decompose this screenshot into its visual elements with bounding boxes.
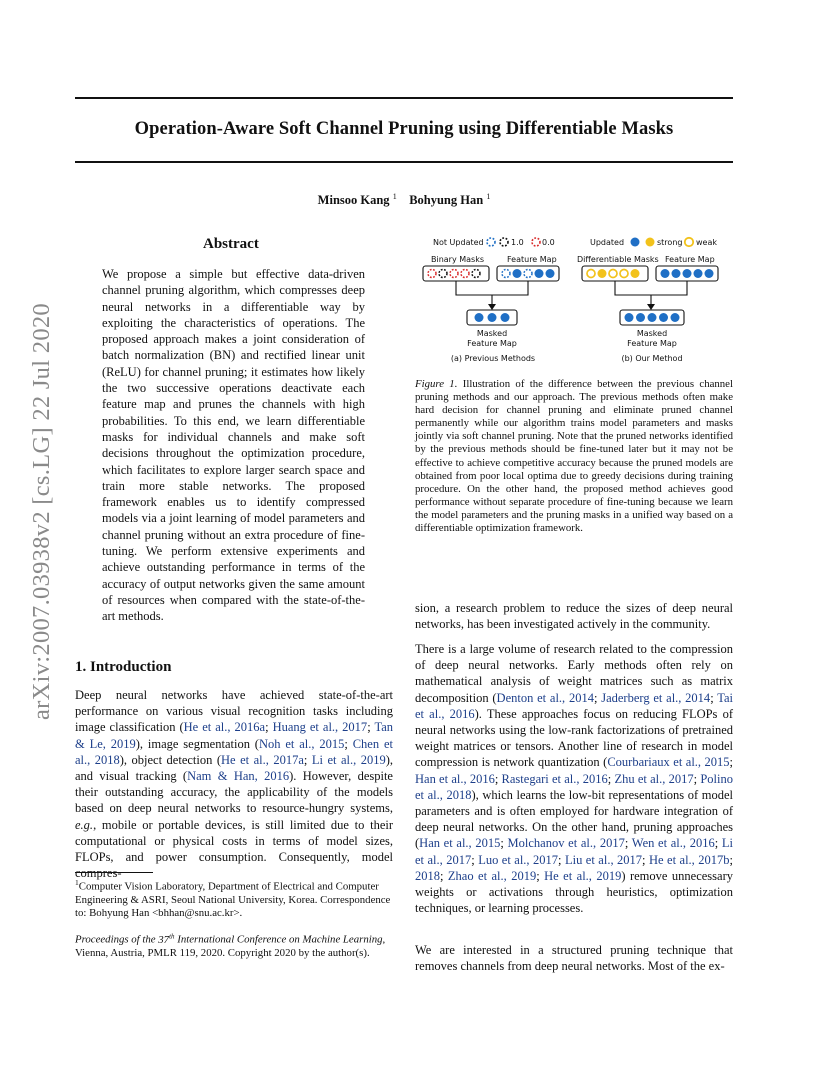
structured-pruning-paragraph: We are interested in a structured pruning technique that removes channels from deep neural networks. Most of the ex- bbox=[415, 943, 733, 974]
proceedings-ordinal: 37 bbox=[158, 933, 170, 946]
paragraph-text: ), object detection ( bbox=[119, 752, 222, 767]
footnote-text: Computer Vision Laboratory, Department of Electrical and Computer Engineering & ASRI, Seoul National University, Korea. Correspondence to: Bohyung Han <bhhan@snu.ac.kr>. bbox=[75, 880, 391, 919]
binary-masks-label: Binary Masks bbox=[431, 255, 485, 264]
paragraph-text: , mobile or portable devices, is still limited due to their computational or physical costs in terms of model sizes, FLOPs, and power consumption. Consequently, model compres- bbox=[75, 817, 393, 881]
citation-link[interactable]: Polino et al., 2018 bbox=[415, 771, 733, 802]
paragraph-text: ; bbox=[593, 690, 602, 705]
channel-icon bbox=[648, 313, 657, 322]
feature-map-label: Feature Map bbox=[665, 255, 715, 264]
citation-link[interactable]: Nam & Han, 2016 bbox=[187, 769, 290, 784]
combine-connector bbox=[456, 281, 528, 305]
citation-link[interactable]: Han et al., 2015 bbox=[419, 836, 501, 851]
paragraph-text: ; bbox=[440, 868, 448, 883]
proceedings-details: , Vienna, Austria, PMLR 119, 2020. Copyright 2020 by the author(s). bbox=[75, 933, 386, 959]
paragraph-text: ) remove unnecessary weights or activations through heuristics, optimization techniques, or learning processes. bbox=[415, 868, 733, 916]
paragraph-text: ). However, despite their outstanding accuracy, the applicability of the models based on deep neural networks to resource-hungry systems, bbox=[75, 769, 393, 816]
citation-link[interactable]: Wen et al., 2016 bbox=[631, 836, 715, 851]
dashed-red-circle-icon bbox=[532, 238, 540, 246]
channel-icon bbox=[636, 313, 645, 322]
channel-icon bbox=[659, 313, 668, 322]
paragraph-text: ; bbox=[303, 752, 312, 767]
citation-link[interactable]: Tan & Le, 2019 bbox=[75, 720, 393, 751]
author-list bbox=[75, 192, 733, 208]
paragraph-text: ; bbox=[494, 771, 502, 786]
channel-icon bbox=[683, 269, 692, 278]
caption-text: Illustration of the difference between the previous channel pruning methods and our approach. The previous methods often make hard decision for channel pruning and eliminate pruned channel permanently while our algorithm trains model parameters and masks jointly via soft channel pruning. Note that the pruned networks identified by the previous methods should be fine-tuned later but it may not be effective to achieve competitive accuracy because the pruned models are obtained from poor local optima due to greedy decisions during training procedure. On the other hand, the proposed method achieves good performance without separate procedure of fine-tuning because we learn the model parameters and the pruning masks in a unified way based on a differentiable optimization framework. bbox=[415, 378, 733, 535]
legend-value-one: 1.0 bbox=[511, 238, 524, 247]
emphasis-text: e.g. bbox=[75, 817, 94, 832]
legend-strong-label: strong bbox=[657, 238, 683, 247]
citation-link[interactable]: Jaderberg et al., 2014 bbox=[601, 690, 711, 705]
subfigure-b-caption: (b) Our Method bbox=[621, 354, 683, 363]
paragraph-text: ; bbox=[500, 836, 508, 851]
channel-icon bbox=[694, 269, 703, 278]
dashed-black-circle-icon bbox=[500, 238, 508, 246]
strong-mask-icon bbox=[631, 269, 640, 278]
paragraph-text: Deep neural networks have achieved state-of-the-art performance on various visual recognition tasks including image classification ( bbox=[75, 688, 393, 735]
masked-label: Masked bbox=[636, 329, 668, 338]
legend-weak-label: weak bbox=[696, 238, 717, 247]
channel-icon bbox=[672, 269, 681, 278]
author-name: Minsoo Kang bbox=[317, 193, 390, 208]
citation-link[interactable]: Huang et al., 2017 bbox=[272, 720, 368, 735]
citation-link[interactable]: Molchanov et al., 2017 bbox=[507, 836, 625, 851]
channel-icon bbox=[513, 269, 522, 278]
paragraph-text: ), image segmentation ( bbox=[135, 736, 259, 751]
channel-icon bbox=[661, 269, 670, 278]
channel-icon bbox=[625, 313, 634, 322]
arrow-down-icon bbox=[647, 304, 655, 310]
abstract-text: We propose a simple but effective data-driven channel pruning algorithm, which compresses deep neural networks in a differentiable way by exploiting the characteristics of operations. The proposed approach makes a joint consideration of batch normalization (BN) and rectified linear unit (ReLU) for channel pruning; it estimates how likely the two successive operations deactivate each feature map and prunes the channels with high probabilities. To this end, we learn differentiable masks for individual channels and make soft decisions throughout the optimization procedure, which facilitates to explore larger search space and train more stable networks. The proposed framework enables us to identify compressed models via a joint learning of model parameters and channel pruning without an extra procedure of fine-tuning. We perform extensive experiments and achieve outstanding performance in terms of the accuracy of output networks given the same amount of resources when compared with the state-of-the-art methods. bbox=[102, 267, 365, 624]
proceedings-lead: Proceedings of the bbox=[75, 933, 156, 946]
paragraph-text: ; bbox=[693, 771, 701, 786]
figure-label: Figure 1. bbox=[415, 378, 458, 390]
masked-feature-map-label: Feature Map bbox=[627, 339, 677, 348]
abstract-heading: Abstract bbox=[203, 236, 259, 252]
legend-not-updated-label: Not Updated bbox=[433, 238, 484, 247]
citation-link[interactable]: Han et al., 2016 bbox=[415, 771, 495, 786]
citation-link[interactable]: He et al., 2017b bbox=[649, 852, 730, 867]
paragraph-text: ; bbox=[471, 852, 479, 867]
citation-link[interactable]: 2018 bbox=[415, 868, 440, 883]
channel-icon bbox=[501, 313, 510, 322]
paragraph-text: ), and visual tracking ( bbox=[75, 752, 394, 784]
weak-mask-icon bbox=[609, 270, 617, 278]
author-affiliation-mark: 1 bbox=[486, 192, 491, 201]
subfigure-a-caption: (a) Previous Methods bbox=[450, 354, 536, 363]
proceedings-conference: International Conference on Machine Learning bbox=[177, 933, 383, 946]
channel-icon bbox=[705, 269, 714, 278]
citation-link[interactable]: Tai et al., 2016 bbox=[415, 690, 734, 721]
proceedings-note bbox=[75, 930, 393, 960]
continuation-paragraph: sion, a research problem to reduce the sizes of deep neural networks, has been investigated actively in the community. bbox=[415, 601, 733, 632]
author-name: Bohyung Han bbox=[409, 193, 484, 208]
title-bottom-rule bbox=[75, 161, 733, 163]
citation-link[interactable]: Zhu et al., 2017 bbox=[614, 771, 694, 786]
paragraph-text: ). These approaches focus on reducing FLOPs of neural networks using the low-rank factorizations of pretrained weight matrices or tensors. Another line of research in model compression is network quantization ( bbox=[415, 706, 733, 770]
paragraph-text: ; bbox=[344, 736, 353, 751]
citation-link[interactable]: Liu et al., 2017 bbox=[564, 852, 643, 867]
paragraph-text: ; bbox=[367, 720, 375, 735]
channel-icon bbox=[671, 313, 680, 322]
citation-link[interactable]: Zhao et al., 2019 bbox=[447, 868, 537, 883]
citation-link[interactable]: Noh et al., 2015 bbox=[258, 736, 345, 751]
paragraph-text: ; bbox=[536, 868, 545, 883]
channel-icon bbox=[535, 269, 544, 278]
masked-label: Masked bbox=[476, 329, 508, 338]
legend-value-zero: 0.0 bbox=[542, 238, 555, 247]
citation-link[interactable]: Li et al., 2019 bbox=[311, 752, 386, 767]
arxiv-identifier-stamp: arXiv:2007.03938v2 [cs.LG] 22 Jul 2020 bbox=[28, 303, 55, 720]
paragraph-text: ; bbox=[642, 852, 649, 867]
weak-mask-icon bbox=[620, 270, 628, 278]
citation-link[interactable]: Chen et al., 2018 bbox=[75, 736, 393, 767]
author-affiliation-mark: 1 bbox=[392, 192, 397, 201]
weak-mask-icon bbox=[587, 270, 595, 278]
channel-icon bbox=[475, 313, 484, 322]
footnote-rule bbox=[75, 872, 153, 873]
channel-icon bbox=[488, 313, 497, 322]
paragraph-text: ), which learns the low-bit representations of model parameters and is often employed for hardware integration of deep neural networks. On the other hand, pruning approaches ( bbox=[415, 787, 733, 851]
paper-title: Operation-Aware Soft Channel Pruning using Differentiable Masks bbox=[134, 119, 674, 139]
citation-link[interactable]: He et al., 2017a bbox=[221, 752, 304, 767]
dashed-blue-circle-icon bbox=[487, 238, 495, 246]
top-rule bbox=[75, 97, 733, 99]
citation-link[interactable]: Courbariaux et al., 2015 bbox=[607, 755, 730, 770]
paragraph-text: ; bbox=[714, 836, 722, 851]
footnote-mark: 1 bbox=[75, 878, 79, 887]
related-work-paragraph bbox=[415, 641, 733, 916]
gold-ring-icon bbox=[685, 238, 693, 246]
blue-circle-icon bbox=[631, 238, 640, 247]
masked-feature-map-label: Feature Map bbox=[467, 339, 517, 348]
citation-link[interactable]: He et al., 2016a bbox=[183, 720, 266, 735]
combine-connector bbox=[615, 281, 687, 305]
citation-link[interactable]: Luo et al., 2017 bbox=[478, 852, 559, 867]
channel-icon bbox=[546, 269, 555, 278]
paragraph-text: ; bbox=[265, 720, 273, 735]
proceedings-ordinal-suffix: th bbox=[169, 932, 175, 940]
introduction-paragraph bbox=[75, 687, 393, 881]
paragraph-text: ; bbox=[710, 690, 718, 705]
legend-updated-label: Updated bbox=[590, 238, 625, 247]
paragraph-text: ; bbox=[558, 852, 565, 867]
differentiable-masks-label: Differentiable Masks bbox=[577, 255, 659, 264]
strong-mask-icon bbox=[598, 269, 607, 278]
paragraph-text: ; bbox=[729, 755, 733, 770]
feature-map-label: Feature Map bbox=[507, 255, 557, 264]
binary-masks-box bbox=[423, 266, 489, 281]
introduction-heading: 1. Introduction bbox=[75, 659, 172, 675]
citation-link[interactable]: Li et al., 2017 bbox=[415, 836, 733, 867]
affiliation-footnote bbox=[75, 876, 393, 920]
paragraph-text: There is a large volume of research related to the compression of deep neural networks. Early methods often rely on mathematical analysis of weight matrices such as matrix decomposition ( bbox=[415, 642, 733, 705]
citation-link[interactable]: He et al., 2019 bbox=[544, 868, 622, 883]
citation-link[interactable]: Rastegari et al., 2016 bbox=[501, 771, 608, 786]
paragraph-text: ; bbox=[624, 836, 632, 851]
paragraph-text: ; bbox=[607, 771, 615, 786]
citation-link[interactable]: Denton et al., 2014 bbox=[496, 690, 594, 705]
gold-circle-icon bbox=[646, 238, 655, 247]
arrow-down-icon bbox=[488, 304, 496, 310]
figure-1-caption bbox=[415, 378, 733, 535]
paragraph-text: ; bbox=[729, 852, 734, 867]
figure-1-diagram bbox=[415, 232, 733, 367]
